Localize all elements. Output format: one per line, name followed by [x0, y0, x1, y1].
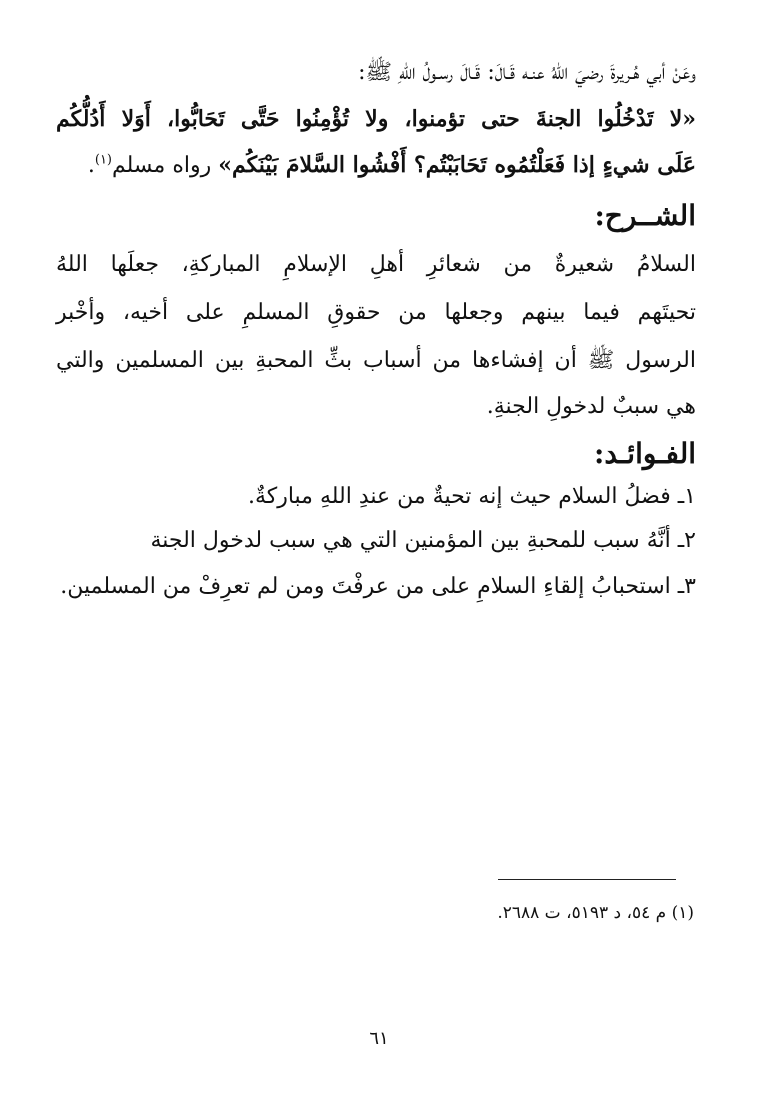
footnote-divider [498, 879, 676, 880]
fawaid-item-2: ٢ـ أنَّهُ سبب للمحبةِ بين المؤمنين التي هي سبب لدخول الجنة [150, 528, 696, 553]
sharh-heading: الشــرح: [594, 199, 696, 232]
sharh-line-3: الرسول ﷺ أن إفشاءها من أسباب بثِّ المحبةِ بين المسلمين والتي [56, 348, 696, 373]
footnote-text: (١) م ٥٤، د ٥١٩٣، ت ٢٦٨٨. [497, 903, 694, 923]
hadith-line-1: وعَنْ أبي هُـريرةَ رضيَ اللهُ عنـه قَـالَ: قَـالَ رسـولُ اللهِ ﷺ: [358, 60, 696, 85]
hadith-line-3-end: . [87, 153, 95, 178]
footnote-reference: (١) [94, 152, 112, 168]
sharh-line-4: هي سببٌ لدخولِ الجنةِ. [486, 394, 696, 419]
fawaid-item-1: ١ـ فضلُ السلام حيث إنه تحيةٌ من عندِ اللهِ مباركةٌ. [247, 484, 696, 509]
hadith-line-2: «لا تَدْخُلُوا الجنةَ حتى تؤمنوا، ولا تُؤْمِنُوا حَتَّى تَحَابُّوا، أَوَلا أَدُلُّكُم [56, 106, 696, 132]
fawaid-item-3: ٣ـ استحبابُ إلقاءِ السلامِ على من عرفْتَ ومن لم تعرِفْ من المسلمين. [60, 574, 696, 599]
sharh-line-2: تحيتَهم فيما بينهم وجعلها من حقوقِ المسلمِ على أخيه، وأخْبر [56, 300, 696, 325]
hadith-line-3 [56, 150, 696, 181]
page-number: ٦١ [369, 1028, 389, 1049]
sharh-line-1: السلامُ شعيرةٌ من شعائرِ أهلِ الإسلامِ المباركةِ، جعلَها اللهُ [56, 252, 696, 277]
hadith-line-3-quote: عَلَى شيءٍ إذا فَعَلْتُمُوه تَحَابَبْتُم؟ أَفْشُوا السَّلامَ بَيْنَكُم» [218, 152, 696, 178]
hadith-source: رواه مسلم [112, 153, 219, 178]
fawaid-heading: الفـوائـد: [594, 437, 696, 470]
